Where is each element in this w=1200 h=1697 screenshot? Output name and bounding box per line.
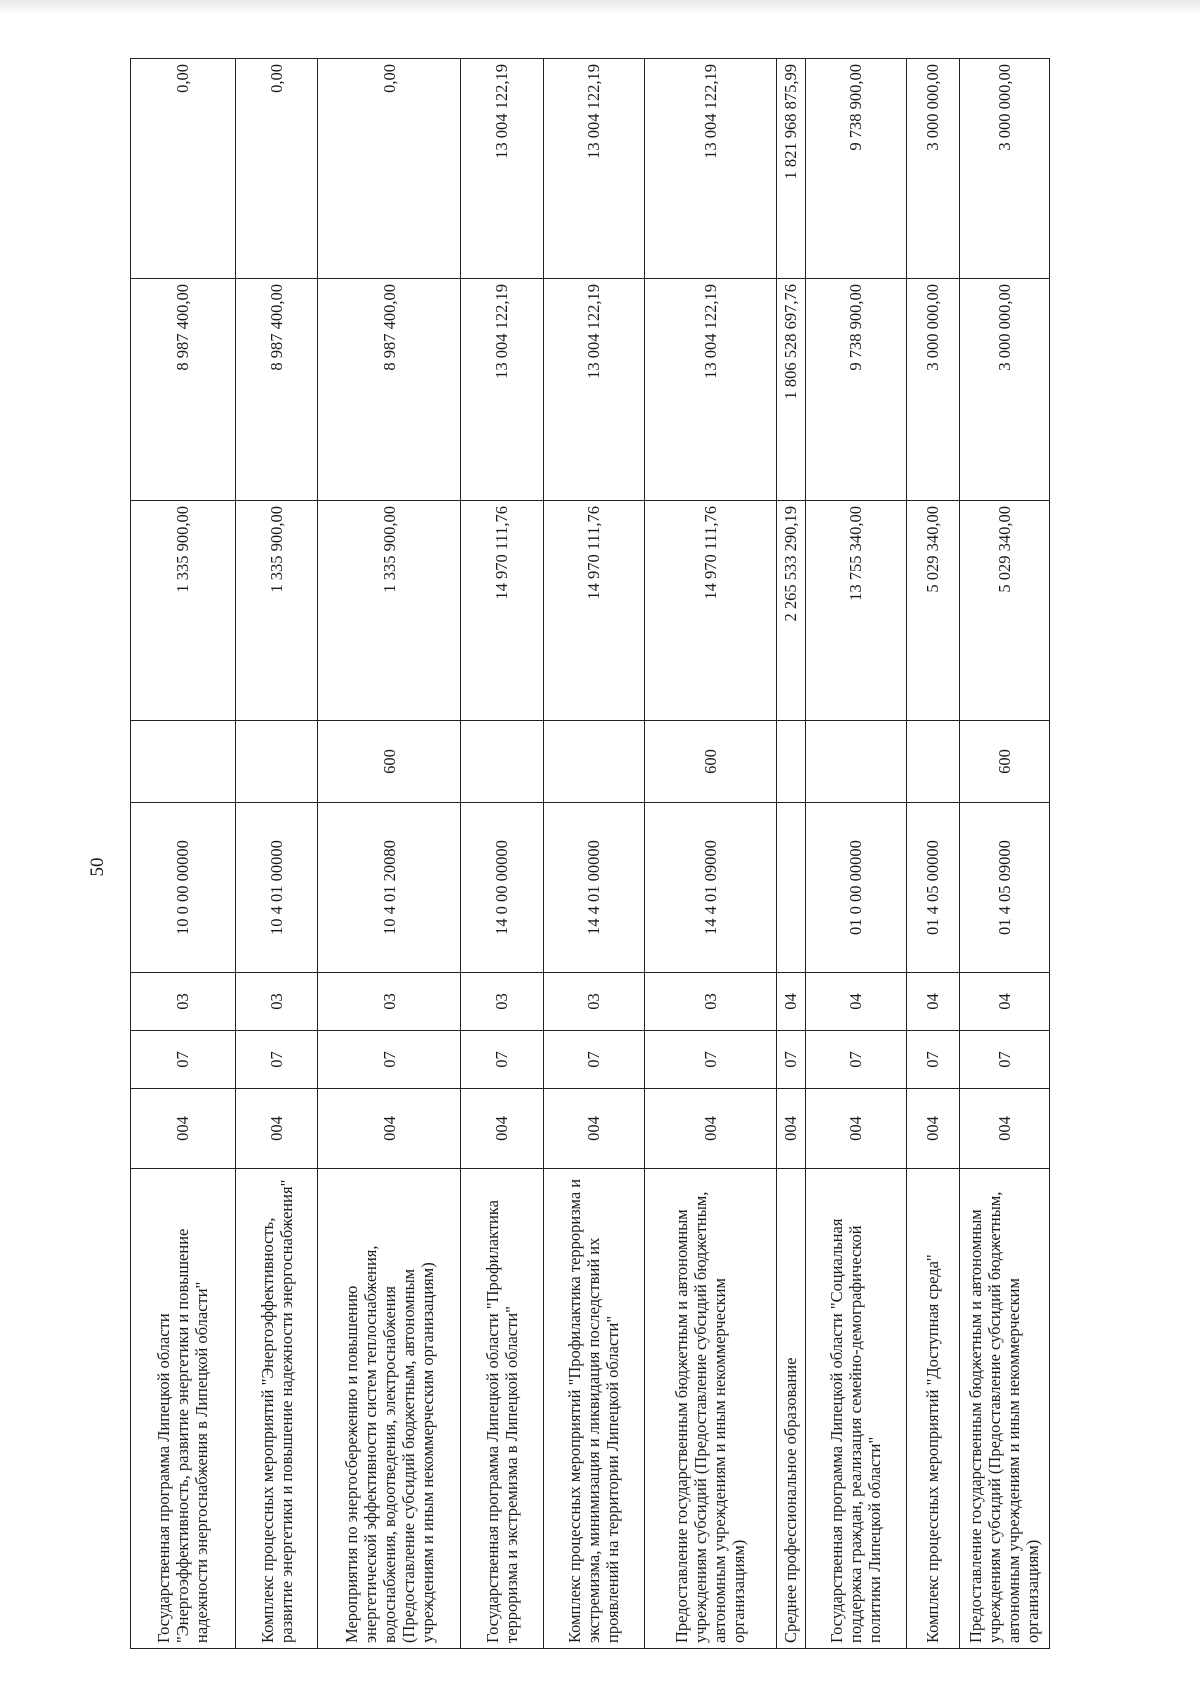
- row-name-cell: Государственная программа Липецкой области "Энергоэффективность, развитие энергетики и повышение надежности энергоснабжения в Липецкой области": [131, 1169, 236, 1649]
- row-name-cell: Комплекс процессных мероприятий "Профилактика терроризма и экстремизма, минимизация и ликвидация последствий их проявлений на территории Липецкой области": [543, 1169, 644, 1649]
- row-target-article-cell: 14 0 00 00000: [461, 803, 544, 973]
- row-target-article-cell: 10 0 00 00000: [131, 803, 236, 973]
- row-expense-type-cell: 600: [959, 721, 1049, 803]
- table-row: [461, 59, 544, 1649]
- row-ministry-code-cell: 004: [235, 1089, 318, 1169]
- row-amount-year1-cell: 14 970 111,76: [543, 501, 644, 721]
- row-name-cell: Мероприятия по энергосбережению и повышению энергетической эффективности систем теплоснабжения, водоснабжения, водоотведения, электроснабжения (Предоставление субсидий бюджетным, автономным учреждениям и иным некоммерческим организациям): [318, 1169, 461, 1649]
- row-amount-year1-cell: 5 029 340,00: [959, 501, 1049, 721]
- row-section-code-cell: 07: [461, 1031, 544, 1089]
- row-target-article-cell: 01 0 00 00000: [805, 803, 906, 973]
- row-section-code-cell: 07: [235, 1031, 318, 1089]
- budget-table-container: [130, 59, 1050, 1649]
- table-row: [131, 59, 236, 1649]
- row-section-code-cell: 07: [776, 1031, 805, 1089]
- row-amount-year2-cell: 13 004 122,19: [461, 279, 544, 501]
- row-amount-year3-cell: 3 000 000,00: [959, 59, 1049, 279]
- row-amount-year1-cell: 14 970 111,76: [645, 501, 777, 721]
- row-amount-year2-cell: 3 000 000,00: [959, 279, 1049, 501]
- row-name-cell: Предоставление государственным бюджетным и автономным учреждениям субсидий (Предоставление субсидий бюджетным, автономным учреждениям и иным некоммерческим организациям): [959, 1169, 1049, 1649]
- row-ministry-code-cell: 004: [776, 1089, 805, 1169]
- table-row: [959, 59, 1049, 1649]
- row-amount-year3-cell: 0,00: [235, 59, 318, 279]
- row-amount-year3-cell: 9 738 900,00: [805, 59, 906, 279]
- row-amount-year2-cell: 13 004 122,19: [543, 279, 644, 501]
- row-subsection-code-cell: 04: [959, 973, 1049, 1031]
- row-ministry-code-cell: 004: [543, 1089, 644, 1169]
- budget-table: [130, 58, 1050, 1649]
- row-target-article-cell: [776, 803, 805, 973]
- row-amount-year3-cell: 3 000 000,00: [907, 59, 959, 279]
- row-subsection-code-cell: 04: [776, 973, 805, 1031]
- row-subsection-code-cell: 03: [461, 973, 544, 1031]
- row-amount-year2-cell: 8 987 400,00: [318, 279, 461, 501]
- table-row: [907, 59, 959, 1649]
- row-subsection-code-cell: 03: [235, 973, 318, 1031]
- row-ministry-code-cell: 004: [318, 1089, 461, 1169]
- row-expense-type-cell: [131, 721, 236, 803]
- row-amount-year2-cell: 8 987 400,00: [235, 279, 318, 501]
- row-amount-year3-cell: 13 004 122,19: [461, 59, 544, 279]
- row-subsection-code-cell: 03: [543, 973, 644, 1031]
- row-amount-year1-cell: 5 029 340,00: [907, 501, 959, 721]
- row-target-article-cell: 01 4 05 00000: [907, 803, 959, 973]
- row-expense-type-cell: 600: [318, 721, 461, 803]
- row-target-article-cell: 14 4 01 00000: [543, 803, 644, 973]
- row-name-cell: Комплекс процессных мероприятий "Энергоэффективность, развитие энергетики и повышение надежности энергоснабжения": [235, 1169, 318, 1649]
- row-ministry-code-cell: 004: [461, 1089, 544, 1169]
- row-amount-year1-cell: 14 970 111,76: [461, 501, 544, 721]
- table-row: [318, 59, 461, 1649]
- row-subsection-code-cell: 03: [318, 973, 461, 1031]
- row-amount-year1-cell: 1 335 900,00: [131, 501, 236, 721]
- page-number: 50: [87, 857, 108, 877]
- row-name-cell: Комплекс процессных мероприятий "Доступная среда": [907, 1169, 959, 1649]
- row-amount-year2-cell: 3 000 000,00: [907, 279, 959, 501]
- row-expense-type-cell: 600: [645, 721, 777, 803]
- row-amount-year2-cell: 9 738 900,00: [805, 279, 906, 501]
- row-amount-year1-cell: 1 335 900,00: [235, 501, 318, 721]
- row-ministry-code-cell: 004: [805, 1089, 906, 1169]
- row-name-cell: Среднее профессиональное образование: [776, 1169, 805, 1649]
- row-expense-type-cell: [235, 721, 318, 803]
- row-target-article-cell: 14 4 01 09000: [645, 803, 777, 973]
- row-subsection-code-cell: 04: [805, 973, 906, 1031]
- table-row: [235, 59, 318, 1649]
- row-target-article-cell: 10 4 01 00000: [235, 803, 318, 973]
- row-amount-year3-cell: 0,00: [131, 59, 236, 279]
- row-expense-type-cell: [461, 721, 544, 803]
- row-amount-year1-cell: 13 755 340,00: [805, 501, 906, 721]
- row-section-code-cell: 07: [543, 1031, 644, 1089]
- row-expense-type-cell: [776, 721, 805, 803]
- row-subsection-code-cell: 03: [131, 973, 236, 1031]
- row-target-article-cell: 01 4 05 09000: [959, 803, 1049, 973]
- row-name-cell: Предоставление государственным бюджетным и автономным учреждениям субсидий (Предоставление субсидий бюджетным, автономным учреждениям и иным некоммерческим организациям): [645, 1169, 777, 1649]
- row-section-code-cell: 07: [805, 1031, 906, 1089]
- row-section-code-cell: 07: [959, 1031, 1049, 1089]
- row-name-cell: Государственная программа Липецкой области "Профилактика терроризма и экстремизма в Липецкой области": [461, 1169, 544, 1649]
- table-row: [645, 59, 777, 1649]
- row-expense-type-cell: [805, 721, 906, 803]
- row-ministry-code-cell: 004: [959, 1089, 1049, 1169]
- table-row: [805, 59, 906, 1649]
- row-section-code-cell: 07: [645, 1031, 777, 1089]
- row-amount-year3-cell: 13 004 122,19: [645, 59, 777, 279]
- row-ministry-code-cell: 004: [645, 1089, 777, 1169]
- row-section-code-cell: 07: [318, 1031, 461, 1089]
- row-subsection-code-cell: 03: [645, 973, 777, 1031]
- scan-top-edge: [0, 0, 1200, 14]
- row-expense-type-cell: [543, 721, 644, 803]
- row-ministry-code-cell: 004: [131, 1089, 236, 1169]
- row-amount-year1-cell: 1 335 900,00: [318, 501, 461, 721]
- table-row: [543, 59, 644, 1649]
- row-amount-year2-cell: 13 004 122,19: [645, 279, 777, 501]
- row-section-code-cell: 07: [907, 1031, 959, 1089]
- budget-table-body: [131, 59, 1050, 1649]
- row-name-cell: Государственная программа Липецкой области "Социальная поддержка граждан, реализация семейно-демографической политики Липецкой области": [805, 1169, 906, 1649]
- row-amount-year3-cell: 0,00: [318, 59, 461, 279]
- row-amount-year2-cell: 8 987 400,00: [131, 279, 236, 501]
- row-target-article-cell: 10 4 01 20080: [318, 803, 461, 973]
- row-amount-year2-cell: 1 806 528 697,76: [776, 279, 805, 501]
- row-section-code-cell: 07: [131, 1031, 236, 1089]
- row-amount-year3-cell: 1 821 968 875,99: [776, 59, 805, 279]
- row-subsection-code-cell: 04: [907, 973, 959, 1031]
- row-amount-year1-cell: 2 265 533 290,19: [776, 501, 805, 721]
- table-row: [776, 59, 805, 1649]
- row-expense-type-cell: [907, 721, 959, 803]
- row-amount-year3-cell: 13 004 122,19: [543, 59, 644, 279]
- row-ministry-code-cell: 004: [907, 1089, 959, 1169]
